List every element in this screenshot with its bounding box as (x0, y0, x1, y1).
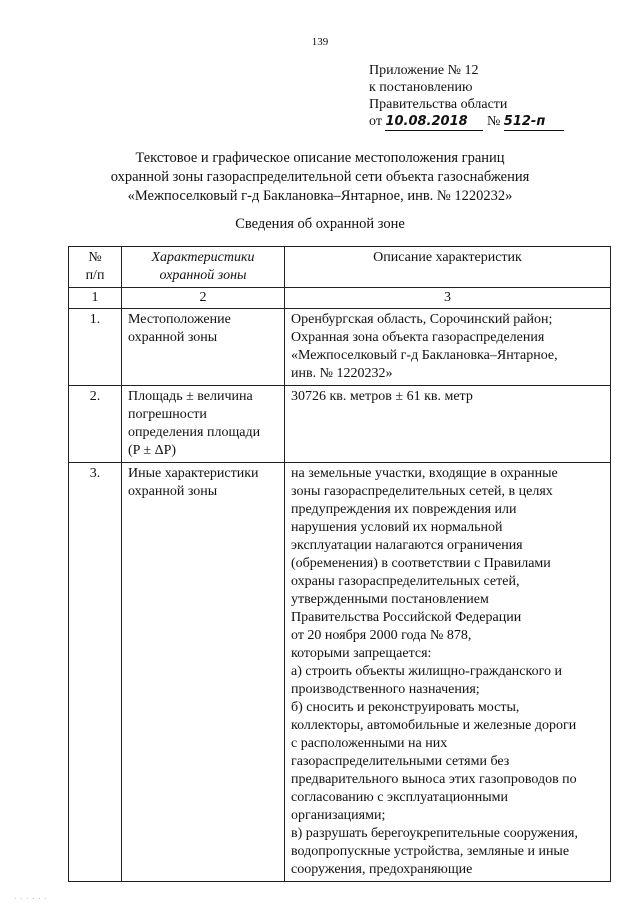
protection-zone-table (68, 246, 611, 882)
scan-artifact: · · · · · · (14, 895, 48, 903)
appendix-block (369, 62, 564, 131)
row-characteristic: Местоположение охранной зоны (122, 309, 285, 386)
column-number: 3 (285, 288, 611, 309)
row-number: 2. (69, 386, 122, 463)
appendix-line-3: Правительства области (369, 97, 508, 112)
date-field (385, 113, 483, 131)
date-prefix: от (369, 114, 382, 129)
table-row (69, 386, 611, 463)
column-number-row (69, 288, 611, 309)
row-description: Оренбургская область, Сорочинский район; Охранная зона объекта газораспределения «Межпоселковый г-д Баклановка–Янтарное, инв. № 1220232» (285, 309, 611, 386)
title-line-1: Текстовое и графическое описание местоположения границ (135, 150, 505, 166)
column-number: 2 (122, 288, 285, 309)
row-description: на земельные участки, входящие в охранные зоны газораспределительных сетей, в целях предупреждения их повреждения или нарушения условий их нормальной эксплуатации налагаются ограничения (обременения) в соответствии с Правилами охраны газораспределительных сетей, утвержденными постановлением Правительства Российской Федерации от 20 ноября 2000 года № 878, которыми запрещается: а) строить объекты жилищно-гражданского и производственного назначения; б) сносить и реконструировать мосты, коллекторы, автомобильные и железные дороги с расположенными на них газораспределительными сетями без предварительного выноса этих газопроводов по согласованию с эксплуатационными организациями; в) разрушать берегоукрепительные сооружения, водопропускные устройства, земляные и иные сооружения, предохраняющие (285, 463, 611, 882)
appendix-title: Приложение № 12 (369, 63, 479, 78)
row-number: 1. (69, 309, 122, 386)
document-title (0, 149, 640, 206)
header-characteristic: Характеристики охранной зоны (122, 247, 285, 288)
number-field (504, 113, 564, 131)
appendix-line-2: к постановлению (369, 80, 473, 95)
header-description: Описание характеристик (285, 247, 611, 288)
section-title: Сведения об охранной зоне (235, 216, 405, 232)
handwritten-date: 10.08.2018 (385, 114, 468, 129)
table-header-row (69, 247, 611, 288)
row-characteristic: Площадь ± величина погрешности определения площади (P ± ΔP) (122, 386, 285, 463)
row-description: 30726 кв. метров ± 61 кв. метр (285, 386, 611, 463)
appendix-date-line (369, 113, 564, 131)
number-prefix: № (486, 114, 501, 129)
table-row (69, 309, 611, 386)
title-line-3: «Межпоселковый г-д Баклановка–Янтарное, инв. № 1220232» (127, 188, 513, 204)
column-number: 1 (69, 288, 122, 309)
page-number: 139 (311, 36, 329, 48)
row-characteristic: Иные характеристики охранной зоны (122, 463, 285, 882)
row-number: 3. (69, 463, 122, 882)
table-row (69, 463, 611, 882)
header-number: № п/п (69, 247, 122, 288)
title-line-2: охранной зоны газораспределительной сети объекта газоснабжения (110, 169, 530, 185)
handwritten-number: 512-п (503, 114, 546, 129)
